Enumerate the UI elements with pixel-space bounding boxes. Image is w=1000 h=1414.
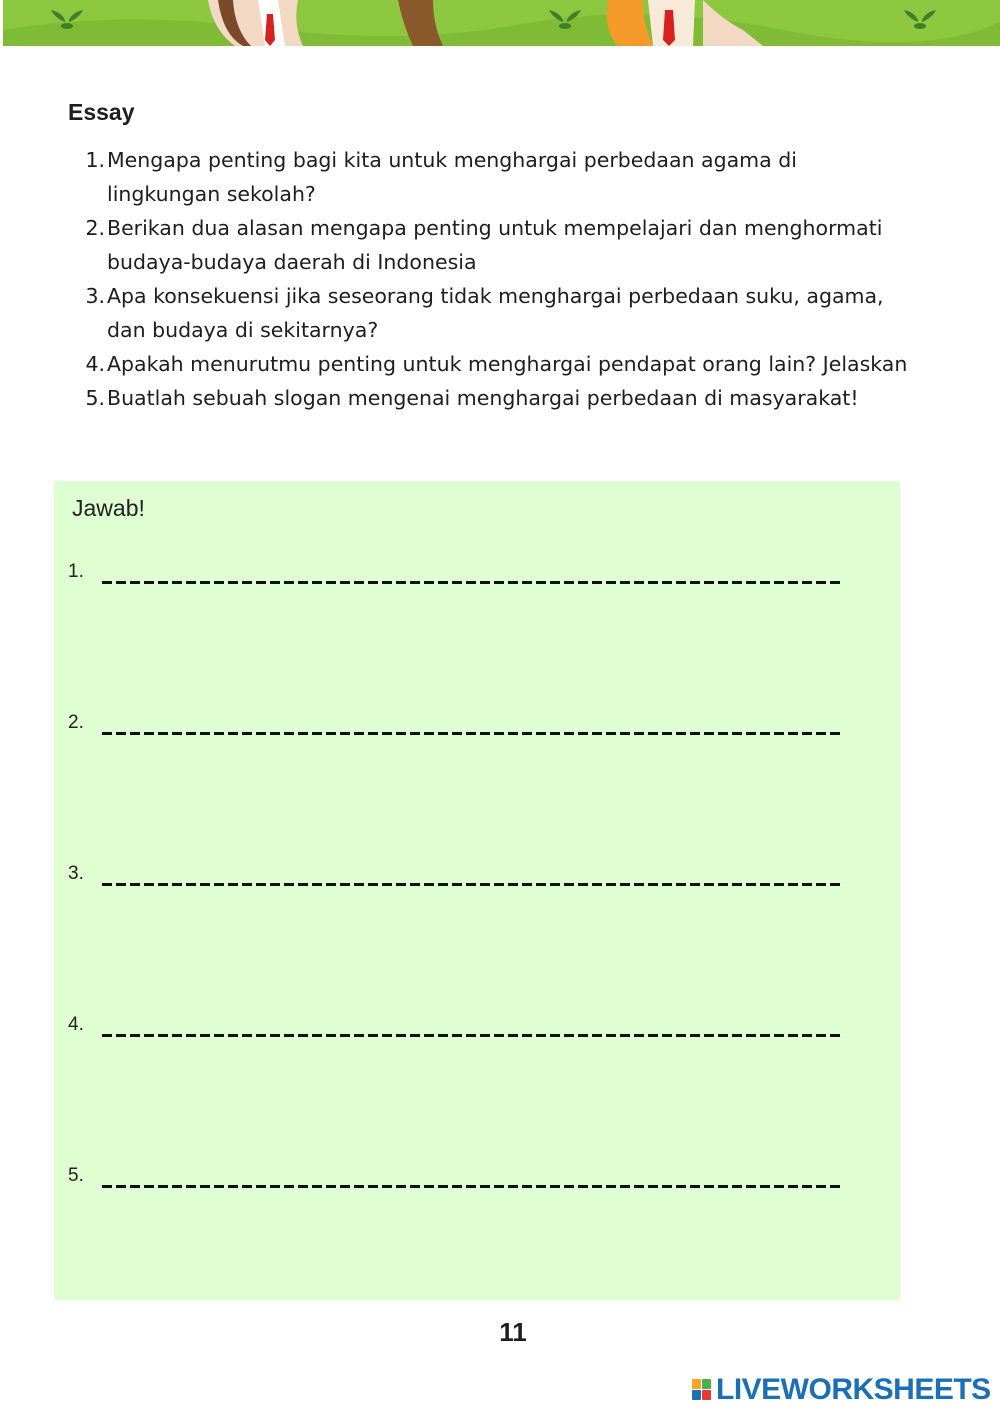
question-item (68, 211, 908, 279)
liveworksheets-logo-icon (692, 1379, 712, 1401)
essay-title: Essay (68, 99, 135, 125)
answer-row-5 (68, 1165, 848, 1195)
answer-input-2[interactable] (102, 732, 840, 735)
page-number: 11 (499, 1317, 527, 1347)
answer-row-4 (68, 1014, 848, 1044)
answer-number: 3. (68, 863, 84, 884)
answer-heading: Jawab! (72, 495, 145, 521)
question-list (68, 143, 908, 415)
answer-number: 4. (68, 1014, 84, 1035)
question-item (68, 143, 908, 211)
question-number: 2. (85, 216, 105, 240)
answer-row-1 (68, 561, 848, 591)
question-item (68, 381, 908, 415)
question-number: 1. (85, 148, 105, 172)
question-number: 3. (85, 284, 105, 308)
question-text: Apakah menurutmu penting untuk menghargai pendapat orang lain? Jelaskan (107, 352, 908, 376)
answer-row-2 (68, 712, 848, 742)
answer-input-4[interactable] (102, 1034, 840, 1037)
answer-input-5[interactable] (102, 1185, 840, 1188)
answer-input-3[interactable] (102, 883, 840, 886)
header-banner-illustration (3, 0, 1000, 46)
answer-box (54, 481, 900, 1300)
liveworksheets-brand: LIVEWORKSHEETS (716, 1373, 991, 1406)
question-number: 5. (85, 386, 105, 410)
question-text: Apa konsekuensi jika seseorang tidak menghargai perbedaan suku, agama, dan budaya di sekitarnya? (107, 284, 884, 342)
answer-number: 2. (68, 712, 84, 733)
answer-row-3 (68, 863, 848, 893)
question-item (68, 279, 908, 347)
answer-number: 1. (68, 561, 84, 582)
answer-input-1[interactable] (102, 581, 840, 584)
answer-number: 5. (68, 1165, 84, 1186)
question-number: 4. (85, 352, 105, 376)
question-text: Berikan dua alasan mengapa penting untuk mempelajari dan menghormati budaya-budaya daerah di Indonesia (107, 216, 883, 274)
question-item (68, 347, 908, 381)
question-text: Mengapa penting bagi kita untuk menghargai perbedaan agama di lingkungan sekolah? (107, 148, 797, 206)
question-text: Buatlah sebuah slogan mengenai menghargai perbedaan di masyarakat! (107, 386, 859, 410)
liveworksheets-logo[interactable] (692, 1374, 991, 1406)
